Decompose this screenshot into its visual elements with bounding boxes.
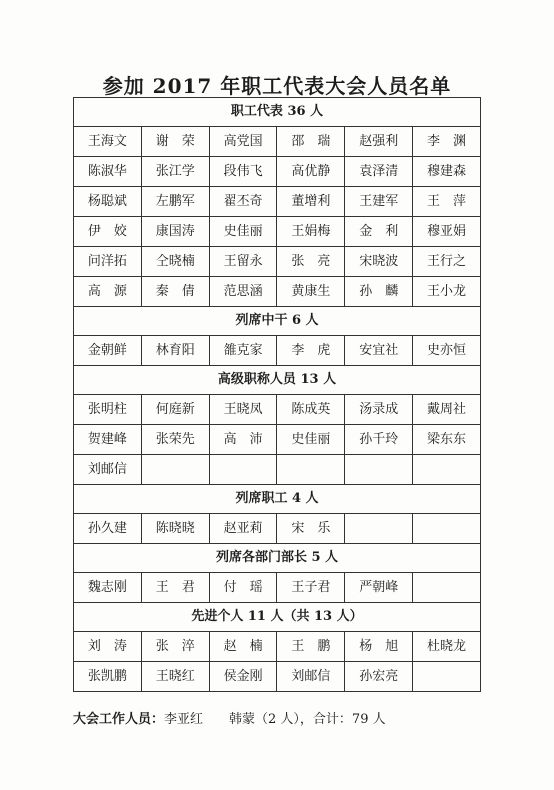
name-cell: 史佳丽 bbox=[210, 217, 278, 246]
table-row bbox=[74, 336, 480, 365]
name-cell: 张明柱 bbox=[74, 395, 142, 424]
footer bbox=[73, 708, 386, 727]
name-cell: 汤录成 bbox=[345, 395, 413, 424]
name-cell: 戴周社 bbox=[427, 402, 467, 417]
name-cell: 范思涵 bbox=[210, 277, 278, 306]
name-cell: 宋 乐 bbox=[277, 514, 345, 543]
name-cell: 魏志刚 bbox=[74, 573, 142, 602]
name-cell: 王留永 bbox=[210, 247, 278, 276]
name-cell: 翟丕奇 bbox=[210, 187, 278, 216]
name-cell: 高党国 bbox=[210, 127, 278, 156]
name-cell: 张凯鹏 bbox=[74, 662, 142, 691]
name-cell: 陈晓晓 bbox=[142, 514, 210, 543]
name-cell: 秦 倩 bbox=[142, 277, 210, 306]
name-cell: 金 利 bbox=[345, 217, 413, 246]
table-row bbox=[74, 247, 480, 277]
name-cell: 穆建森 bbox=[427, 164, 467, 179]
name-cell: 张荣先 bbox=[142, 425, 210, 454]
section-header: 先进个人 11 人（共 13 人） bbox=[74, 602, 480, 632]
table-row bbox=[74, 157, 480, 187]
table-row bbox=[74, 573, 480, 602]
name-cell: 王晓凤 bbox=[210, 395, 278, 424]
name-cell: 赵强利 bbox=[345, 127, 413, 156]
name-cell: 董增利 bbox=[277, 187, 345, 216]
name-cell: 仝晓楠 bbox=[142, 247, 210, 276]
name-cell bbox=[413, 514, 480, 543]
name-cell: 张江学 bbox=[142, 157, 210, 186]
name-cell bbox=[345, 514, 413, 543]
name-cell bbox=[142, 455, 210, 484]
name-cell: 陈淑华 bbox=[74, 157, 142, 186]
table-row bbox=[74, 632, 480, 662]
footer-label: 大会工作人员： bbox=[73, 712, 165, 727]
name-cell: 穆亚娟 bbox=[427, 224, 467, 239]
name-cell: 杨聪斌 bbox=[74, 187, 142, 216]
name-cell: 康国涛 bbox=[142, 217, 210, 246]
name-cell: 刘 涛 bbox=[74, 632, 142, 661]
name-cell: 宋晓波 bbox=[345, 247, 413, 276]
name-cell: 孙久建 bbox=[74, 514, 142, 543]
name-cell: 高 沛 bbox=[210, 425, 278, 454]
name-cell: 孙千玲 bbox=[345, 425, 413, 454]
name-cell: 梁东东 bbox=[427, 432, 467, 447]
name-cell: 问洋拓 bbox=[74, 247, 142, 276]
name-cell bbox=[345, 455, 413, 484]
table-row bbox=[74, 187, 480, 217]
section-header: 职工代表 36 人 bbox=[74, 98, 480, 127]
name-cell: 赵 楠 bbox=[210, 632, 278, 661]
name-cell: 何庭新 bbox=[142, 395, 210, 424]
name-cell: 史佳丽 bbox=[277, 425, 345, 454]
table-row bbox=[74, 395, 480, 425]
table-row bbox=[74, 277, 480, 306]
name-cell: 高优静 bbox=[277, 157, 345, 186]
name-cell: 王娟梅 bbox=[277, 217, 345, 246]
name-cell bbox=[413, 455, 480, 484]
table-row bbox=[74, 662, 480, 691]
section-header: 列席各部门部长 5 人 bbox=[74, 543, 480, 573]
name-cell: 邵 瑞 bbox=[277, 127, 345, 156]
name-cell: 王 萍 bbox=[427, 194, 467, 209]
name-cell bbox=[413, 662, 480, 691]
name-cell: 贺建峰 bbox=[74, 425, 142, 454]
name-cell: 林育阳 bbox=[142, 336, 210, 365]
roster-table bbox=[73, 97, 481, 692]
section-header: 列席职工 4 人 bbox=[74, 484, 480, 514]
name-cell: 史亦恒 bbox=[427, 343, 467, 358]
name-cell: 黄康生 bbox=[277, 277, 345, 306]
name-cell bbox=[210, 455, 278, 484]
name-cell: 谢 荣 bbox=[142, 127, 210, 156]
name-cell: 高 源 bbox=[74, 277, 142, 306]
name-cell: 杨 旭 bbox=[345, 632, 413, 661]
name-cell: 王晓红 bbox=[142, 662, 210, 691]
name-cell bbox=[277, 455, 345, 484]
table-row bbox=[74, 514, 480, 543]
name-cell: 刘邮信 bbox=[74, 455, 142, 484]
name-cell: 孙 麟 bbox=[345, 277, 413, 306]
name-cell: 孙宏亮 bbox=[345, 662, 413, 691]
name-cell: 王建军 bbox=[345, 187, 413, 216]
name-cell: 伊 姣 bbox=[74, 217, 142, 246]
name-cell: 刘邮信 bbox=[277, 662, 345, 691]
name-cell: 陈成英 bbox=[277, 395, 345, 424]
name-cell: 付 瑶 bbox=[210, 573, 278, 602]
name-cell: 赵亚莉 bbox=[210, 514, 278, 543]
name-cell: 王 鹏 bbox=[277, 632, 345, 661]
page-title: 参加 2017 年职工代表大会人员名单 bbox=[102, 74, 452, 98]
table-row bbox=[74, 425, 480, 455]
table-row bbox=[74, 455, 480, 484]
name-cell: 王子君 bbox=[277, 573, 345, 602]
name-cell: 杜晓龙 bbox=[427, 639, 467, 654]
name-cell: 王 君 bbox=[142, 573, 210, 602]
name-cell: 侯金刚 bbox=[210, 662, 278, 691]
table-row bbox=[74, 127, 480, 157]
name-cell bbox=[413, 573, 480, 602]
section-header: 列席中干 6 人 bbox=[74, 306, 480, 336]
name-cell: 安宜社 bbox=[345, 336, 413, 365]
name-cell: 袁泽清 bbox=[345, 157, 413, 186]
footer-text: 李亚红 韩蒙（2 人），合计：79 人 bbox=[164, 712, 386, 727]
section-header: 高级职称人员 13 人 bbox=[74, 365, 480, 395]
name-cell: 金朝鲜 bbox=[74, 336, 142, 365]
name-cell: 张 亮 bbox=[277, 247, 345, 276]
name-cell: 段伟飞 bbox=[210, 157, 278, 186]
name-cell: 李 虎 bbox=[277, 336, 345, 365]
name-cell: 严朝峰 bbox=[345, 573, 413, 602]
name-cell: 王行之 bbox=[427, 254, 467, 269]
name-cell: 李 渊 bbox=[427, 134, 467, 149]
name-cell: 王海文 bbox=[74, 127, 142, 156]
name-cell: 雒克家 bbox=[210, 336, 278, 365]
table-row bbox=[74, 217, 480, 247]
name-cell: 王小龙 bbox=[427, 284, 467, 299]
name-cell: 张 淬 bbox=[142, 632, 210, 661]
name-cell: 左鹏军 bbox=[142, 187, 210, 216]
